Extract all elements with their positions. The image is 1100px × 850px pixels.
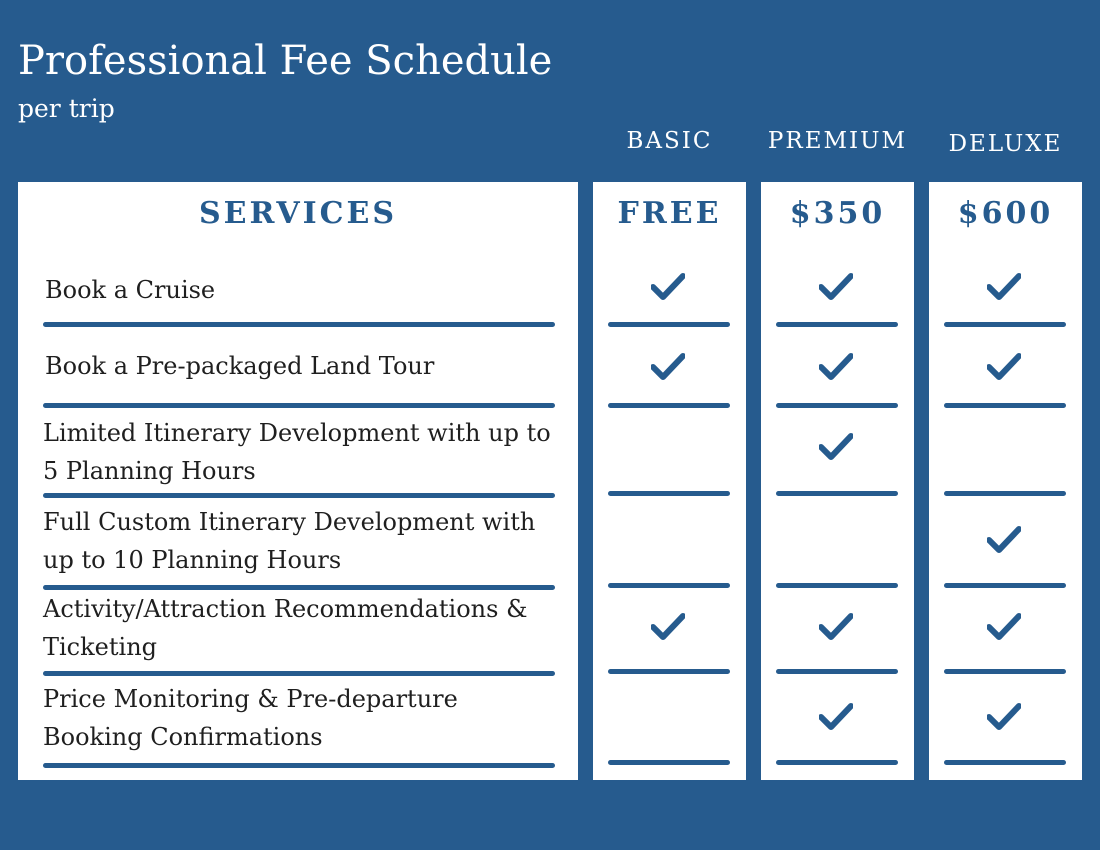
row-divider [776,583,898,588]
row-divider [608,403,730,408]
tier-panel-premium [761,182,914,780]
service-label-full-itinerary: Full Custom Itinerary Development with up to 10 Planning Hours [43,508,536,574]
check-icon [819,432,853,462]
row-divider [776,322,898,327]
row-divider [944,669,1066,674]
row-divider [944,760,1066,765]
check-icon [651,612,685,642]
service-label-price-monitoring: Price Monitoring & Pre-departure Booking Confirmations [43,685,458,751]
check-icon [987,702,1021,732]
tier-price-deluxe: $600 [957,196,1054,231]
service-label-land-tour: Book a Pre-packaged Land Tour [45,352,435,380]
page-subtitle: per trip [18,94,115,123]
page-title: Professional Fee Schedule [18,38,553,84]
row-divider [776,403,898,408]
tier-name-deluxe: DELUXE [948,131,1063,157]
row-divider [608,491,730,496]
row-divider [43,763,555,768]
tier-panel-deluxe [929,182,1082,780]
row-divider [776,491,898,496]
tier-name-premium: PREMIUM [767,128,908,154]
tier-panel-basic [593,182,746,780]
row-divider [608,669,730,674]
check-icon [819,352,853,382]
service-label-cruise: Book a Cruise [45,276,216,304]
row-divider [43,322,555,327]
row-divider [43,671,555,676]
check-icon [651,352,685,382]
row-divider [944,491,1066,496]
row-divider [944,322,1066,327]
check-icon [819,702,853,732]
row-divider [776,760,898,765]
check-icon [987,612,1021,642]
check-icon [819,272,853,302]
tier-price-premium: $350 [789,196,886,231]
check-icon [987,352,1021,382]
row-divider [608,760,730,765]
services-heading: SERVICES [198,196,398,231]
service-label-activity: Activity/Attraction Recommendations & Ticketing [43,595,528,661]
tier-price-basic: FREE [617,196,722,231]
check-icon [987,525,1021,555]
tier-name-basic: BASIC [626,128,713,154]
row-divider [43,403,555,408]
row-divider [944,403,1066,408]
row-divider [608,583,730,588]
check-icon [987,272,1021,302]
row-divider [43,493,555,498]
services-panel [18,182,578,780]
row-divider [608,322,730,327]
row-divider [944,583,1066,588]
check-icon [819,612,853,642]
row-divider [776,669,898,674]
service-label-limited-itinerary: Limited Itinerary Development with up to 5 Planning Hours [43,419,551,485]
check-icon [651,272,685,302]
